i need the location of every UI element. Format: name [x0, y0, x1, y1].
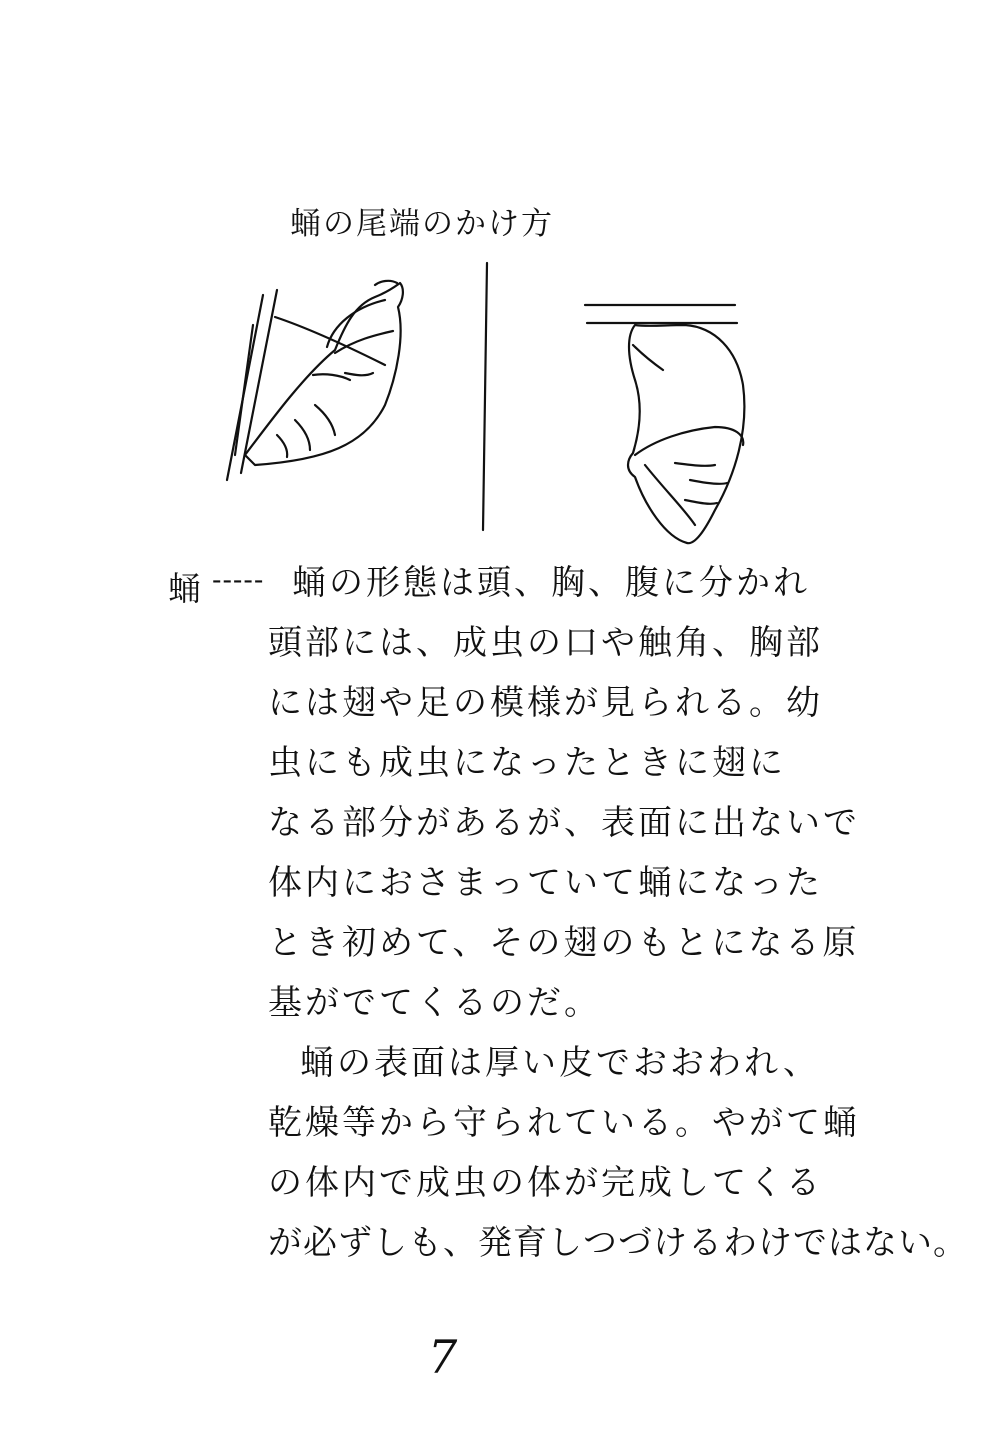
- text-line: なる部分があるが、表面に出ないで: [268, 803, 860, 843]
- text-line: 基がでてくるのだ。: [268, 983, 601, 1023]
- center-divider: [483, 263, 487, 530]
- left-twig-drawing: [227, 290, 277, 480]
- text-line: 虫にも成虫になったときに翅に: [268, 743, 786, 783]
- text-line: 頭部には、成虫の口や触角、胸部: [268, 623, 823, 663]
- text-line: とき初めて、その翅のもとになる原: [268, 923, 860, 963]
- text-line: 体内におさまっていて蛹になった: [268, 863, 823, 903]
- text-line: 乾燥等から守られている。やがて蛹: [268, 1103, 860, 1143]
- right-twig-drawing: [585, 305, 737, 323]
- term-dashes: -----: [212, 563, 265, 596]
- left-pupa-drawing: [245, 281, 403, 465]
- figure-title: 蛹の尾端のかけ方: [290, 206, 554, 242]
- text-line: 蛹の形態は頭、胸、腹に分かれ: [292, 563, 810, 603]
- text-line: の体内で成虫の体が完成してくる: [268, 1163, 823, 1203]
- pupa-attachment-illustration: [215, 255, 775, 555]
- text-line: が必ずしも、発育しつづけるわけではない。: [268, 1223, 968, 1263]
- term-label: 蛹: [168, 569, 201, 608]
- right-pupa-drawing: [628, 325, 744, 543]
- page-number: 7: [428, 1330, 458, 1384]
- text-line: 蛹の表面は厚い皮でおおわれ、: [300, 1043, 821, 1083]
- text-line: には翅や足の模様が見られる。幼: [268, 683, 823, 723]
